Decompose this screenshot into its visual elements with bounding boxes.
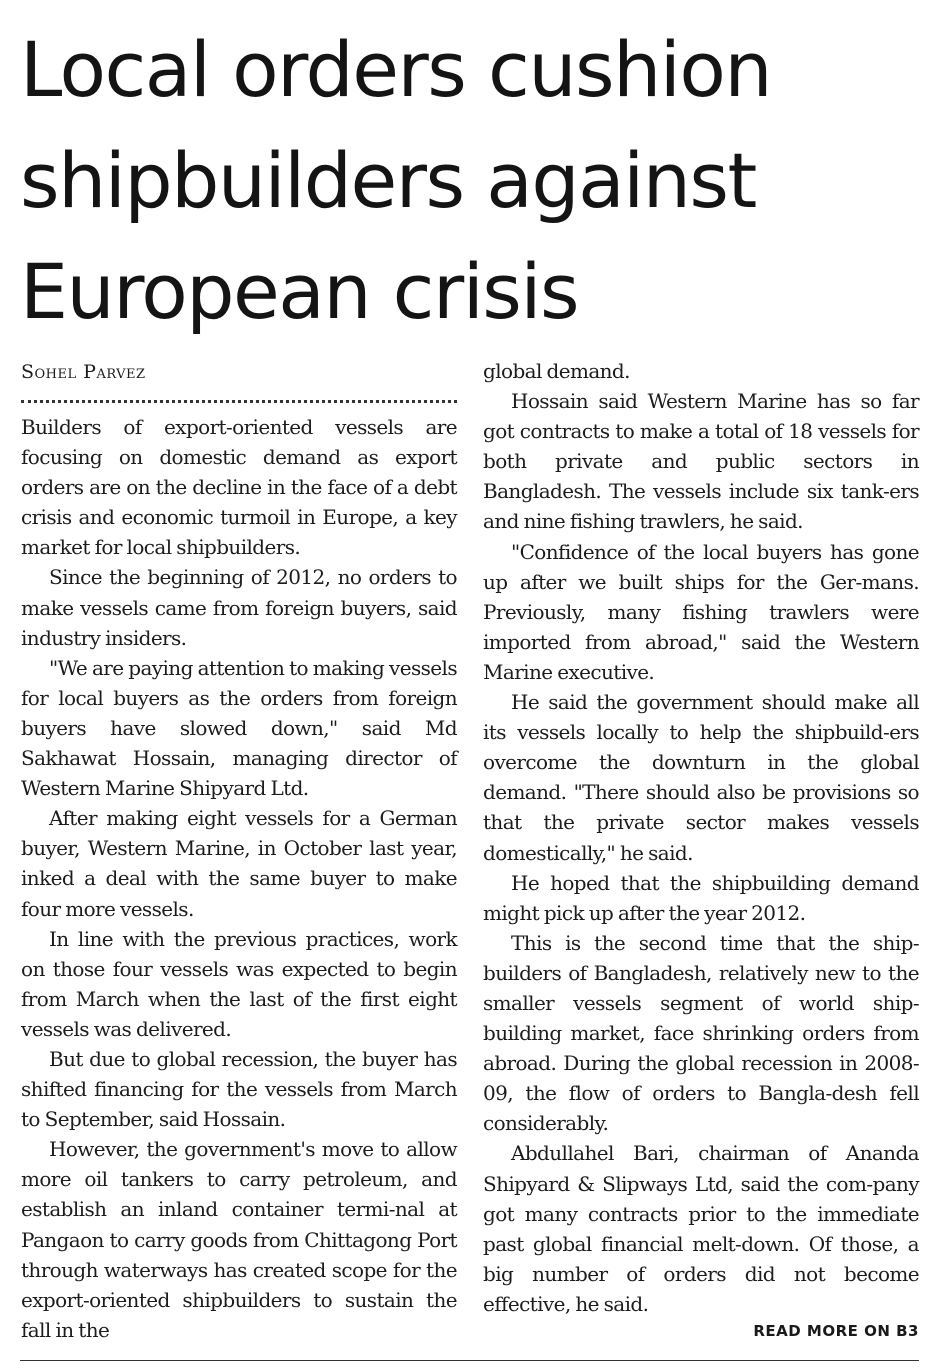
paragraph: But due to global recession, the buyer has shifted financing for the vessels from March to September, said Hossain.	[21, 1046, 457, 1132]
paragraph: Abdullahel Bari, chairman of Ananda Shipyard & Slipways Ltd, said the com-pany got many contracts prior to the immediate past global financial melt-down. Of those, a big number of orders did not become effective, he said.	[483, 1141, 919, 1316]
paragraph: Hossain said Western Marine has so far got contracts to make a total of 18 vessels for both private and public sectors in Bangladesh. The vessels include six tank-ers and nine fishing trawlers, he said.	[483, 389, 919, 534]
paragraph: Since the beginning of 2012, no orders to make vessels came from foreign buyers, said industry insiders.	[21, 565, 457, 650]
read-more-link[interactable]: READ MORE ON B3	[753, 1322, 919, 1340]
paragraph: He hoped that the shipbuilding demand might pick up after the year 2012.	[483, 870, 919, 925]
paragraph: However, the government's move to allow more oil tankers to carry petroleum, and establish an inland container termi-nal at Pangaon to carry goods from Chittagong Port through waterways has created scope for the export-oriented shipbuilders to sustain the fall in the	[21, 1137, 457, 1342]
paragraph: "We are paying attention to making vessels for local buyers as the orders from foreign buyers have slowed down," said Md Sakhawat Hossain, managing director of Western Marine Shipyard Ltd.	[21, 655, 457, 801]
byline: Sohel Parvez	[21, 361, 146, 383]
headline	[20, 14, 920, 347]
paragraph: After making eight vessels for a German buyer, Western Marine, in October last year, inked a deal with the same buyer to make four more vessels.	[21, 806, 457, 921]
bottom-divider	[20, 1360, 919, 1361]
paragraph: "Confidence of the local buyers has gone up after we built ships for the Ger-mans. Previously, many fishing trawlers were imported from abroad," said the Western Marine executive.	[483, 539, 919, 684]
paragraph: In line with the previous practices, work on those four vessels was expected to begin from March when the last of the first eight vessels was delivered.	[21, 926, 457, 1041]
paragraph: This is the second time that the ship-builders of Bangladesh, relatively new to the smaller vessels segment of world ship-building market, face shrinking orders from abroad. During the global recession in 2008-09, the flow of orders to Bangla-desh fell considerably.	[483, 930, 919, 1136]
paragraph: Builders of export-oriented vessels are focusing on domestic demand as export orders are on the decline in the face of a debt crisis and economic turmoil in Europe, a key market for local shipbuilders.	[21, 415, 457, 560]
headline-line: shipbuilders against	[20, 136, 756, 225]
headline-line: European crisis	[20, 247, 579, 336]
paragraph: He said the government should make all its vessels locally to help the shipbuild-ers overcome the downturn in the global demand. "There should also be provisions so that the private sector makes vessels domestically," he said.	[483, 690, 919, 865]
headline-line: Local orders cushion	[20, 25, 772, 114]
paragraph-continuation: global demand.	[483, 359, 630, 383]
left-column	[21, 356, 457, 1345]
right-column	[483, 356, 919, 1319]
byline-divider	[21, 400, 457, 403]
